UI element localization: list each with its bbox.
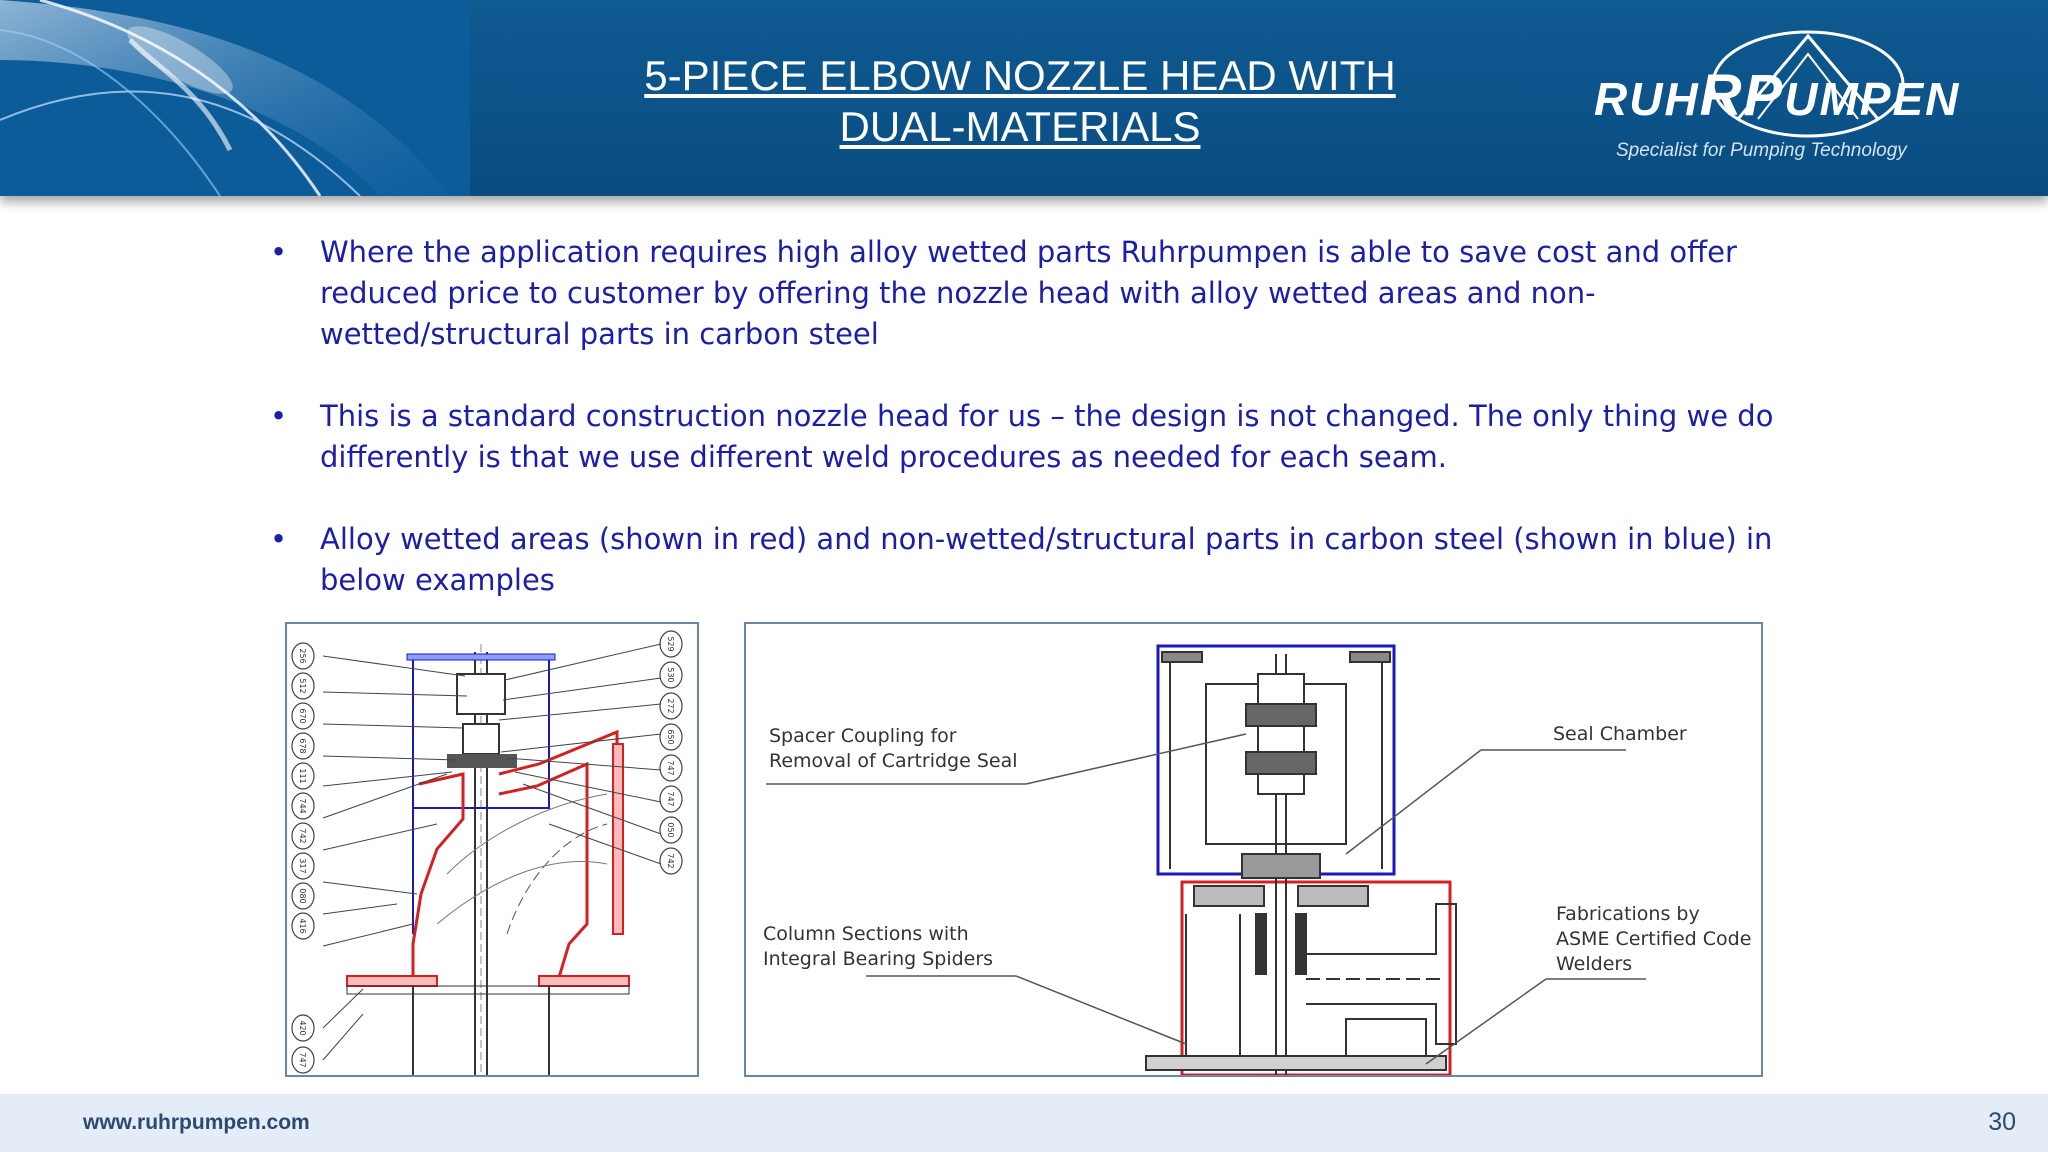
- bullet-item: [262, 519, 1802, 601]
- callout-fabrications: [1556, 902, 1751, 977]
- part-number-label: 529: [666, 636, 675, 652]
- part-number-label: 650: [666, 729, 675, 745]
- part-number-label: 111: [298, 768, 307, 784]
- bullet-list: [262, 232, 1802, 642]
- part-number-label: 742: [666, 853, 675, 869]
- slide-title: [560, 50, 1480, 152]
- bullet-symbol: •: [270, 522, 288, 556]
- part-number-label: 742: [298, 828, 307, 844]
- part-number-label: 272: [666, 698, 675, 714]
- part-number-label: 050: [666, 822, 675, 838]
- logo-part-1: RUH: [1594, 73, 1700, 125]
- nozzle-head-drawing-2: [744, 622, 1763, 1077]
- callout-line: ASME Certified Code: [1556, 928, 1752, 950]
- title-line-1: 5-PIECE ELBOW NOZZLE HEAD WITH: [644, 52, 1396, 99]
- part-number-label: 670: [298, 708, 307, 724]
- callout-spacer-coupling: [769, 724, 1018, 774]
- part-number-label: 744: [298, 798, 307, 814]
- callout-line: Column Sections with: [763, 923, 969, 945]
- right-balloon-column: [660, 631, 682, 874]
- part-number-label: 416: [298, 918, 307, 934]
- logo-part-3: UMPEN: [1784, 73, 1961, 125]
- bullet-text: This is a standard construction nozzle head for us – the design is not changed. The only thing we do differently is that we use different weld procedures as needed for each seam.: [320, 399, 1774, 474]
- page-number: 30: [1988, 1108, 2016, 1136]
- callout-line: Removal of Cartridge Seal: [769, 750, 1018, 772]
- bullet-text: Alloy wetted areas (shown in red) and non-wetted/structural parts in carbon steel (shown in blue) in below examples: [320, 522, 1773, 597]
- nozzle-head-drawing-svg: [287, 624, 697, 1075]
- logo-part-2: RP: [1699, 63, 1785, 128]
- header-banner: [0, 0, 2048, 196]
- decorative-swirl: [0, 0, 470, 196]
- title-line-2: DUAL-MATERIALS: [839, 103, 1201, 150]
- part-number-label: 317: [298, 858, 307, 874]
- part-number-label: 747: [666, 791, 675, 807]
- part-number-label: 530: [666, 667, 675, 683]
- left-balloon-column: [292, 643, 314, 1073]
- callout-line: Spacer Coupling for: [769, 725, 957, 747]
- callout-line: Fabrications by: [1556, 903, 1700, 925]
- logo-tagline: Specialist for Pumping Technology: [1616, 140, 1907, 161]
- bullet-symbol: •: [270, 235, 288, 269]
- bullet-text: Where the application requires high alloy wetted parts Ruhrpumpen is able to save cost and offer reduced price to customer by offering the nozzle head with alloy wetted areas and non-wetted/structural parts in carbon steel: [320, 235, 1737, 351]
- part-number-label: 256: [298, 648, 307, 664]
- footer-website-link[interactable]: www.ruhrpumpen.com: [83, 1111, 310, 1134]
- company-logo: [1580, 20, 2020, 170]
- callout-line: Integral Bearing Spiders: [763, 948, 994, 970]
- bullet-symbol: •: [270, 399, 288, 433]
- part-number-label: 747: [298, 1052, 307, 1068]
- bullet-item: [262, 232, 1802, 355]
- nozzle-head-drawing-1: [285, 622, 699, 1077]
- callout-column-sections: [763, 922, 993, 972]
- part-number-label: 678: [298, 738, 307, 754]
- bullet-item: [262, 396, 1802, 478]
- section-drawing-svg: [746, 624, 1761, 1075]
- part-number-label: 512: [298, 678, 307, 694]
- logo-wordmark: [1594, 62, 1960, 129]
- callout-line: Welders: [1556, 953, 1633, 975]
- part-number-label: 747: [666, 760, 675, 776]
- footer-bar: [0, 1094, 2048, 1152]
- part-number-label: 420: [298, 1020, 307, 1036]
- part-number-label: 080: [298, 888, 307, 904]
- callout-seal-chamber: Seal Chamber: [1553, 723, 1687, 745]
